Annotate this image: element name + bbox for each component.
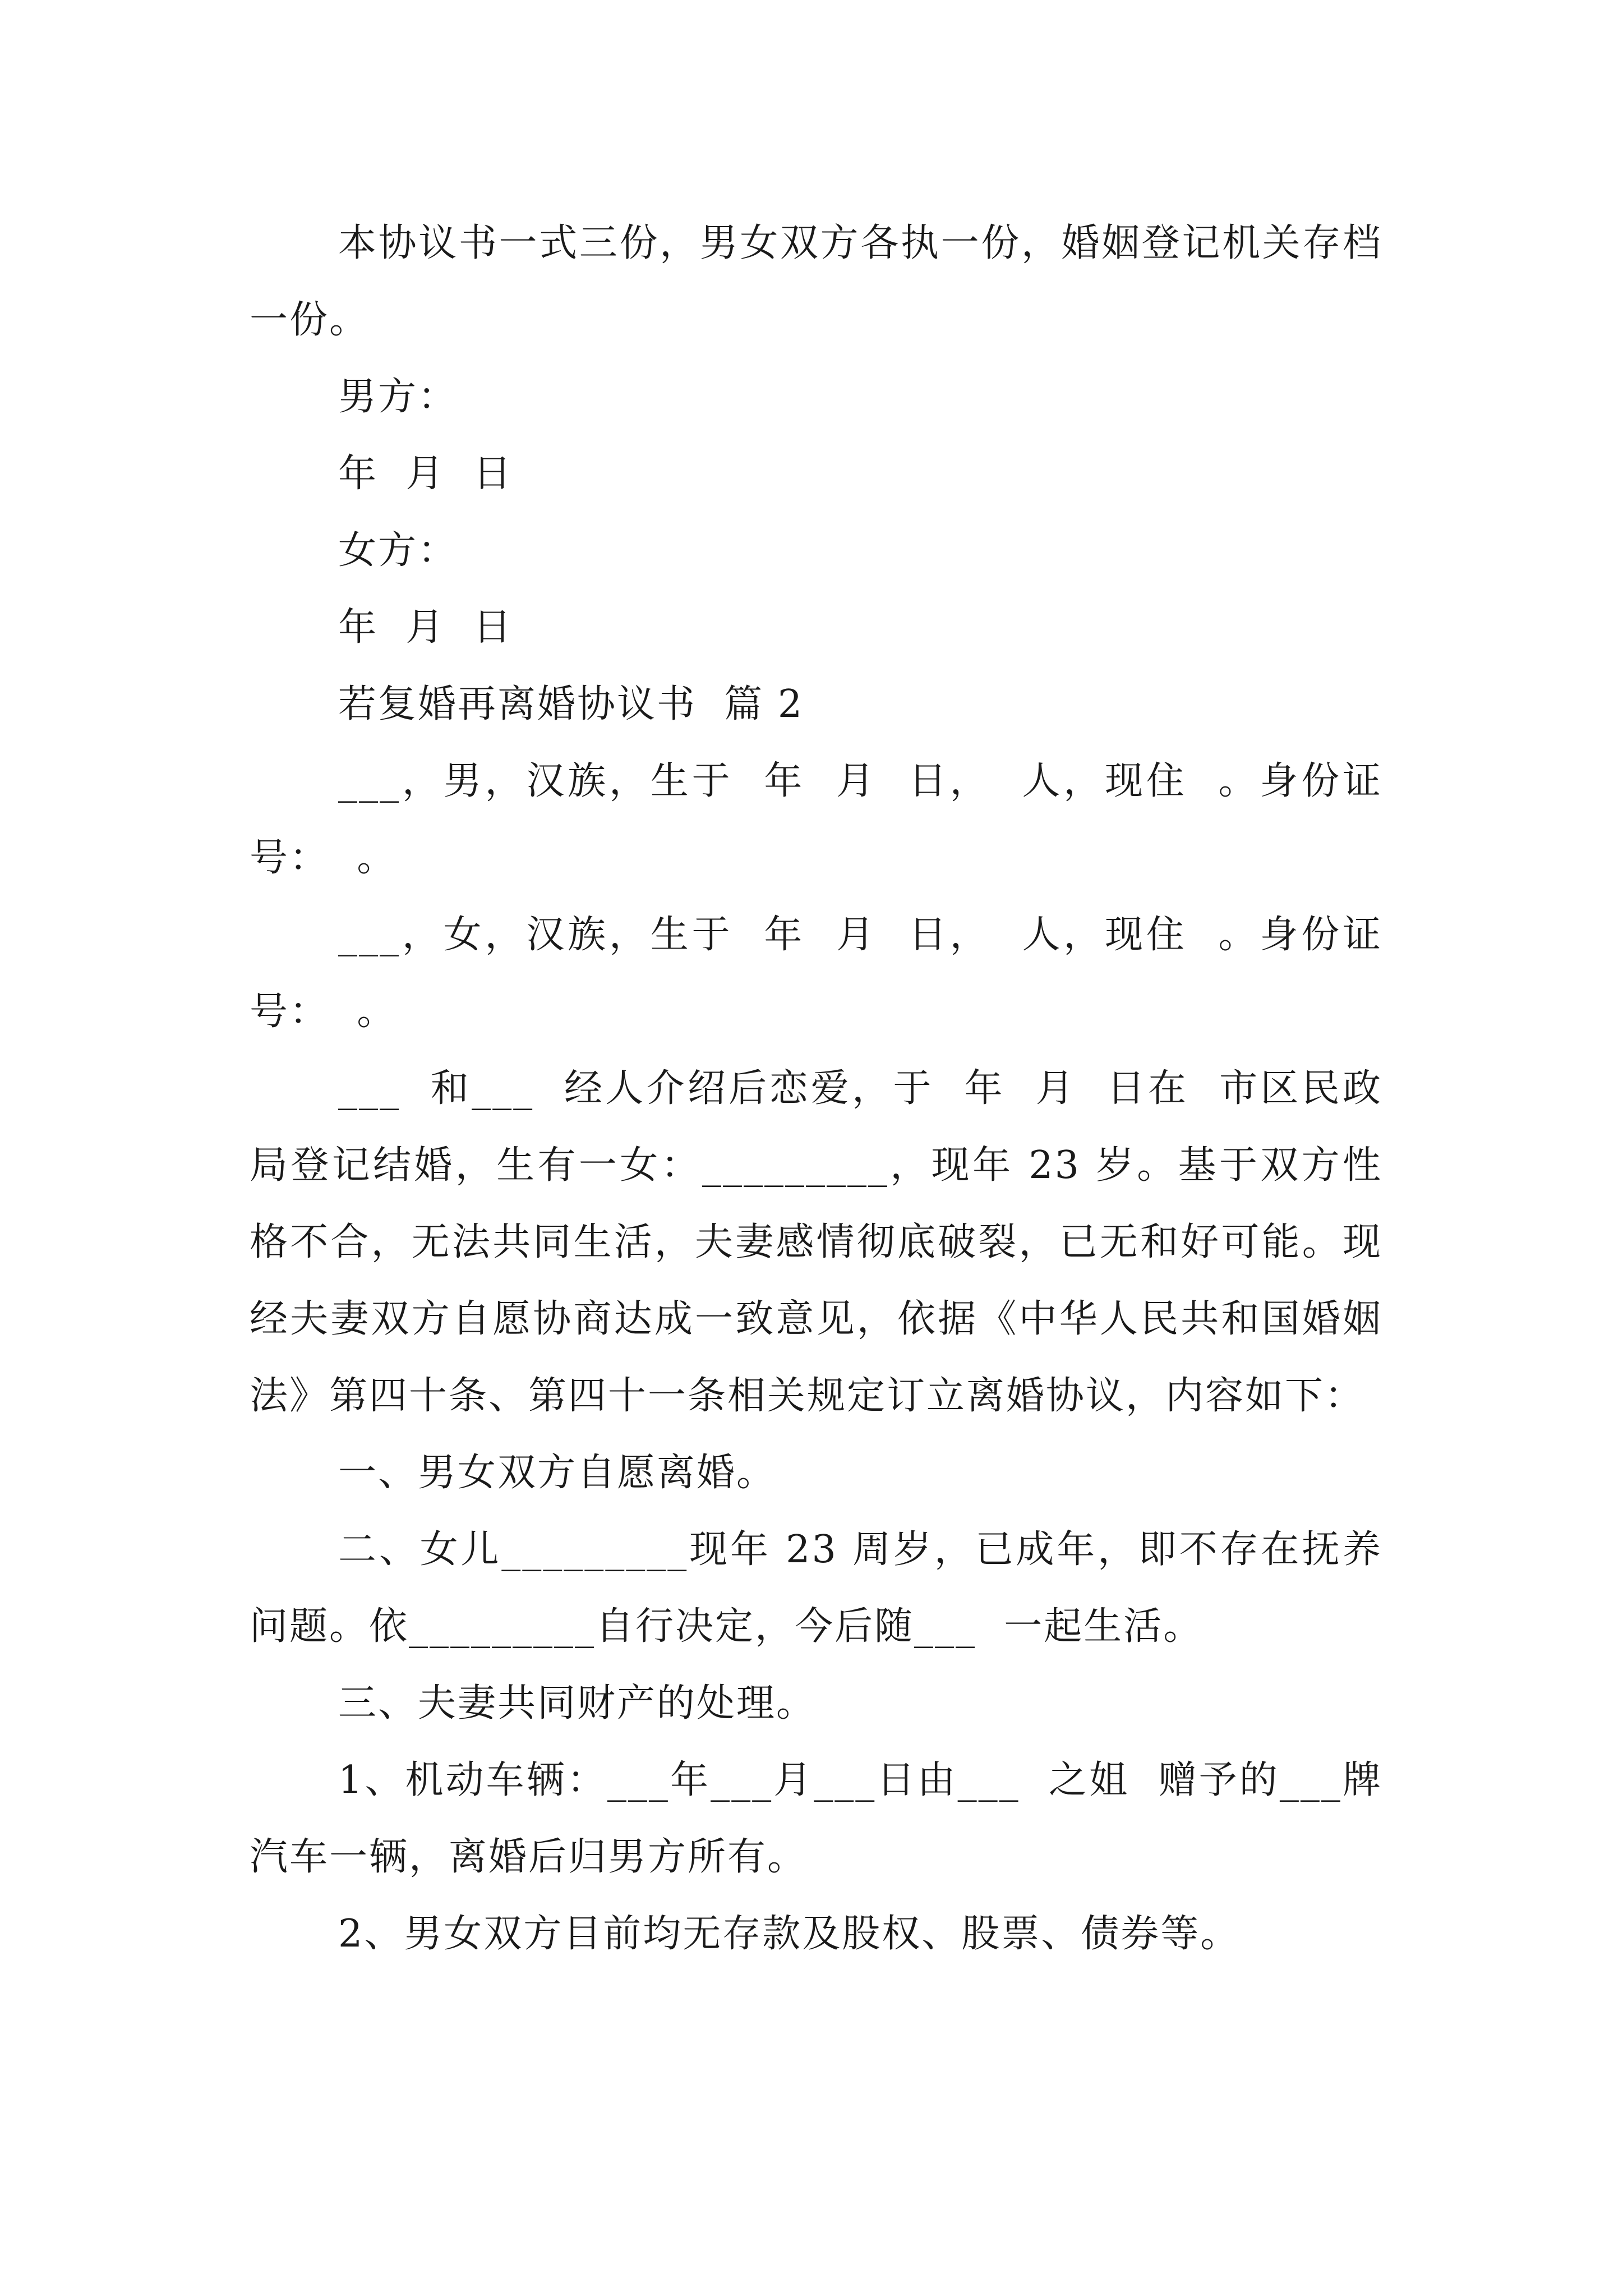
paragraph-male-date: 年 月 日	[338, 452, 513, 496]
paragraph-female-party: 女方：	[338, 528, 458, 573]
paragraph-background: ___ 和___ 经人介绍后恋爱，于 年 月 日在 市区民政局登记结婚，生有一女：_________，现年 23 岁。基于双方性格不合，无法共同生活，夫妻感情彻底破裂，已无和好可能。现经夫妻双方自愿协商达成一致意见，依据《中华人民共和国婚姻法》第四十条、第四十一条相关规定订立离婚协议，内容如下：	[250, 1066, 1382, 1418]
clause-2: 二、女儿_________现年 23 周岁，已成年，即不存在抚养问题。依_________自行决定，今后随___ 一起生活。	[250, 1527, 1382, 1649]
paragraph-female-info: ___，女，汉族，生于 年 月 日， 人，现住 。身份证号： 。	[250, 913, 1382, 1034]
clause-3-item-2: 2、男女双方目前均无存款及股权、股票、债券等。	[338, 1912, 1241, 1956]
paragraph-female-date: 年 月 日	[338, 605, 513, 650]
clause-3-item-1: 1、机动车辆：___年___月___日由___ 之姐 赠予的___牌汽车一辆，离婚后归男方所有。	[250, 1758, 1382, 1879]
paragraph-male-info: ___，男，汉族，生于 年 月 日， 人，现住 。身份证号： 。	[250, 759, 1382, 880]
clause-3: 三、夫妻共同财产的处理。	[338, 1681, 817, 1726]
document-page	[250, 205, 1382, 1972]
paragraph-copies: 本协议书一式三份，男女双方各执一份，婚姻登记机关存档一份。	[250, 221, 1382, 342]
section-title: 若复婚再离婚协议书 篇 2	[338, 682, 804, 726]
clause-1: 一、男女双方自愿离婚。	[338, 1451, 777, 1495]
paragraph-male-party: 男方：	[338, 375, 458, 419]
